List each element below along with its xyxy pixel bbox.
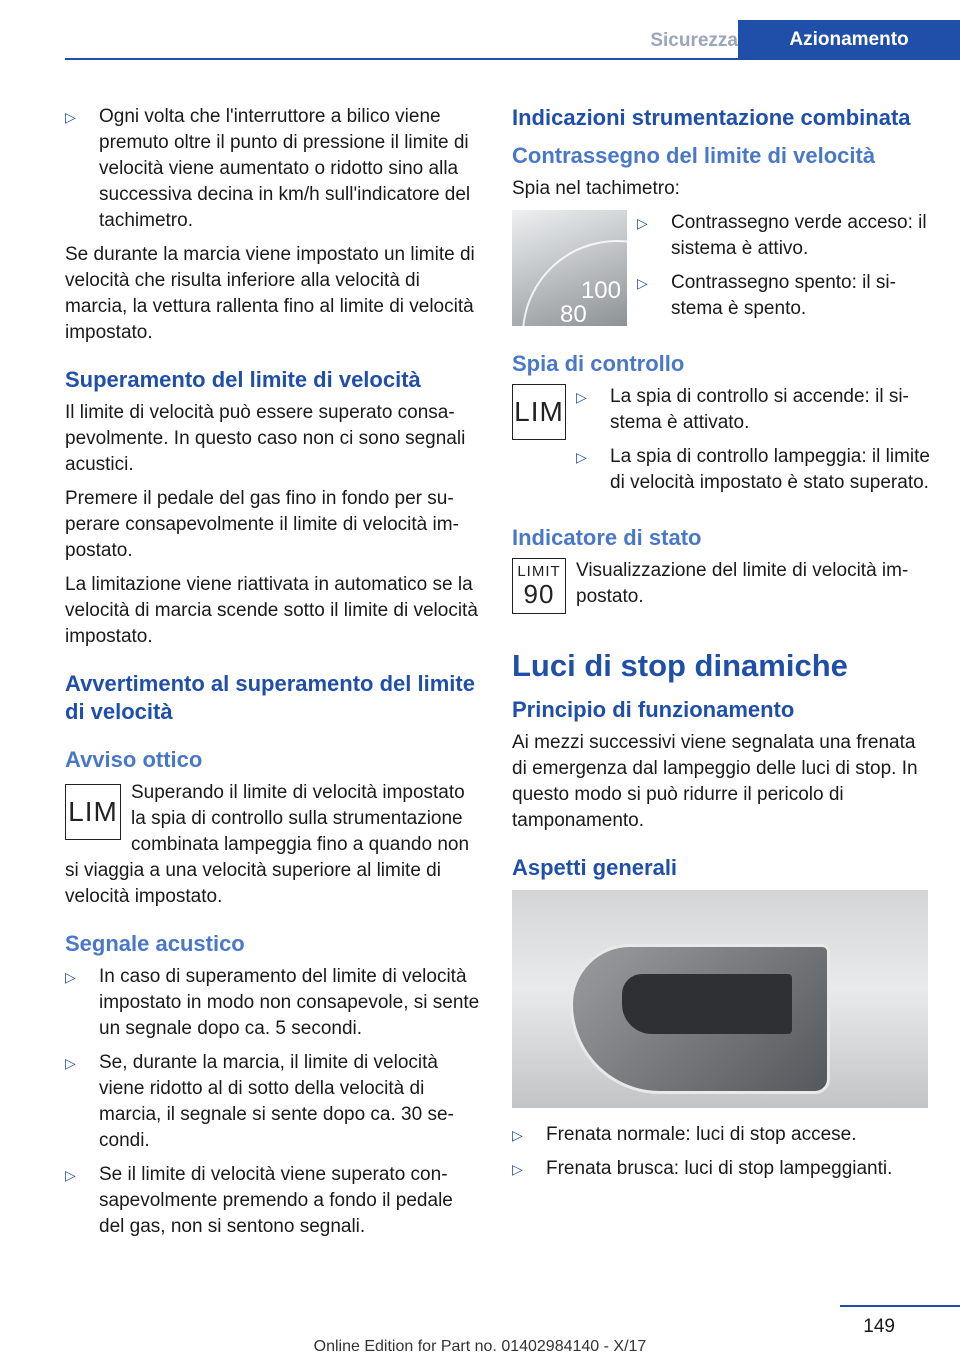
heading-indicazioni: Indicazioni strumentazione combinata	[512, 105, 911, 130]
indicatore-row	[512, 558, 930, 614]
footer-divider	[840, 1305, 960, 1307]
list-item: ▷ Se, durante la marcia, il limite di velocità viene ridotto al di sotto della velocità di marcia, il segnale si sente dopo ca. 30 secondi.	[65, 1052, 454, 1151]
paragraph: Superando il limite di velocità impostato la spia di controllo sulla strumentazione combinata lampeggia fino a quando non si viaggia a una velocità superiore al limite di velocità impostato.	[65, 782, 470, 907]
heading-aspetti-generali: Aspetti generali	[512, 855, 678, 880]
list-item: ▷ Frenata normale: luci di stop accese.	[512, 1122, 930, 1148]
list-item: ▷ Contrassegno verde acceso: il sistema è attivo.	[637, 212, 927, 259]
avviso-block	[65, 780, 483, 910]
list-item: ▷ Ogni volta che l'interruttore a bilico viene premuto oltre il punto di pressione il limite di velocità viene aumentato o ridotto sino alla successiva decina in km/h sull'indicatore del tachimetro.	[65, 106, 471, 231]
speedometer-row	[512, 210, 930, 330]
paragraph: Premere il pedale del gas fino in fondo per superare consapevolmente il limite di velocità impostato.	[65, 488, 459, 561]
speedo-label-80: 80	[560, 301, 587, 326]
bullet-triangle-icon: ▷	[576, 389, 587, 405]
list-item: ▷ Se il limite di velocità viene superato consapevolmente premendo a fondo il pedale del gas, non si sentono segnali.	[65, 1164, 453, 1237]
list-item: ▷ La spia di controllo si accende: il sistema è attivato.	[576, 386, 909, 433]
page-number: 149	[863, 1316, 895, 1337]
bullet-triangle-icon: ▷	[65, 109, 76, 125]
bullet-triangle-icon: ▷	[65, 1167, 76, 1183]
left-column	[65, 104, 483, 1248]
bullet-triangle-icon: ▷	[512, 1161, 523, 1177]
taillight-lens	[622, 974, 792, 1034]
heading-luci-stop: Luci di stop dinamiche	[512, 648, 848, 683]
contrassegno-list	[637, 210, 930, 330]
bullet-triangle-icon: ▷	[65, 1055, 76, 1071]
heading-indicatore-stato: Indicatore di stato	[512, 525, 702, 550]
heading-segnale-acustico: Segnale acustico	[65, 931, 245, 956]
page-header	[65, 0, 960, 60]
heading-avviso-ottico: Avviso ottico	[65, 747, 203, 772]
speedometer-image	[512, 210, 627, 326]
list-item: ▷ Contrassegno spento: il sistema è spento.	[637, 272, 896, 319]
section-tab: Sicurezza	[650, 30, 738, 51]
lim-indicator-icon: LIM	[512, 384, 566, 440]
paragraph: Spia nel tachimetro:	[512, 178, 680, 199]
spia-list	[576, 384, 930, 504]
heading-avvertimento: Avvertimento al superamento del limite di velocità	[65, 671, 475, 724]
list-item: ▷ Frenata brusca: luci di stop lampeggianti.	[512, 1156, 930, 1182]
heading-spia-controllo: Spia di controllo	[512, 351, 685, 376]
heading-principio: Principio di funzionamento	[512, 697, 795, 722]
footer-edition: Online Edition for Part no. 01402984140 - X/17	[313, 1338, 647, 1355]
taillight-image	[512, 890, 928, 1108]
chapter-tab: Azionamento	[738, 20, 960, 60]
bullet-triangle-icon: ▷	[65, 969, 76, 985]
heading-contrassegno: Contrassegno del limite di velocità	[512, 143, 876, 168]
list-item: ▷ In caso di superamento del limite di velocità impostato in modo non consapevole, si sente un segnale dopo ca. 5 secondi.	[65, 966, 480, 1039]
limit-display-icon: LIMIT 90	[512, 558, 566, 614]
bullet-triangle-icon: ▷	[637, 275, 648, 291]
bullet-triangle-icon: ▷	[512, 1127, 523, 1143]
list-item: ▷ La spia di controllo lampeggia: il limite di velocità impostato è stato superato.	[576, 446, 930, 493]
heading-superamento: Superamento del limite di velocità	[65, 367, 421, 392]
paragraph: Se durante la marcia viene impostato un limite di velocità che risulta inferiore alla velocità di marcia, la vettura rallenta fino al limite di velocità impostato.	[65, 244, 475, 343]
spia-row	[512, 384, 930, 504]
lim-indicator-icon: LIM	[65, 784, 121, 840]
paragraph: Visualizzazione del limite di velocità impostato.	[576, 560, 909, 607]
bullet-triangle-icon: ▷	[576, 449, 587, 465]
bullet-triangle-icon: ▷	[637, 215, 648, 231]
paragraph: Il limite di velocità può essere superato consapevolmente. In questo caso non ci sono segnali acustici.	[65, 402, 466, 475]
paragraph: La limitazione viene riattivata in automatico se la velocità di marcia scende sotto il limite di velocità impostato.	[65, 574, 478, 647]
paragraph: Ai mezzi successivi viene segnalata una frenata di emergenza dal lampeggio delle luci di stop. In questo modo si può ridurre il pericolo di tamponamento.	[512, 732, 918, 831]
speedo-label-100: 100	[580, 277, 621, 304]
right-column	[512, 104, 930, 1190]
